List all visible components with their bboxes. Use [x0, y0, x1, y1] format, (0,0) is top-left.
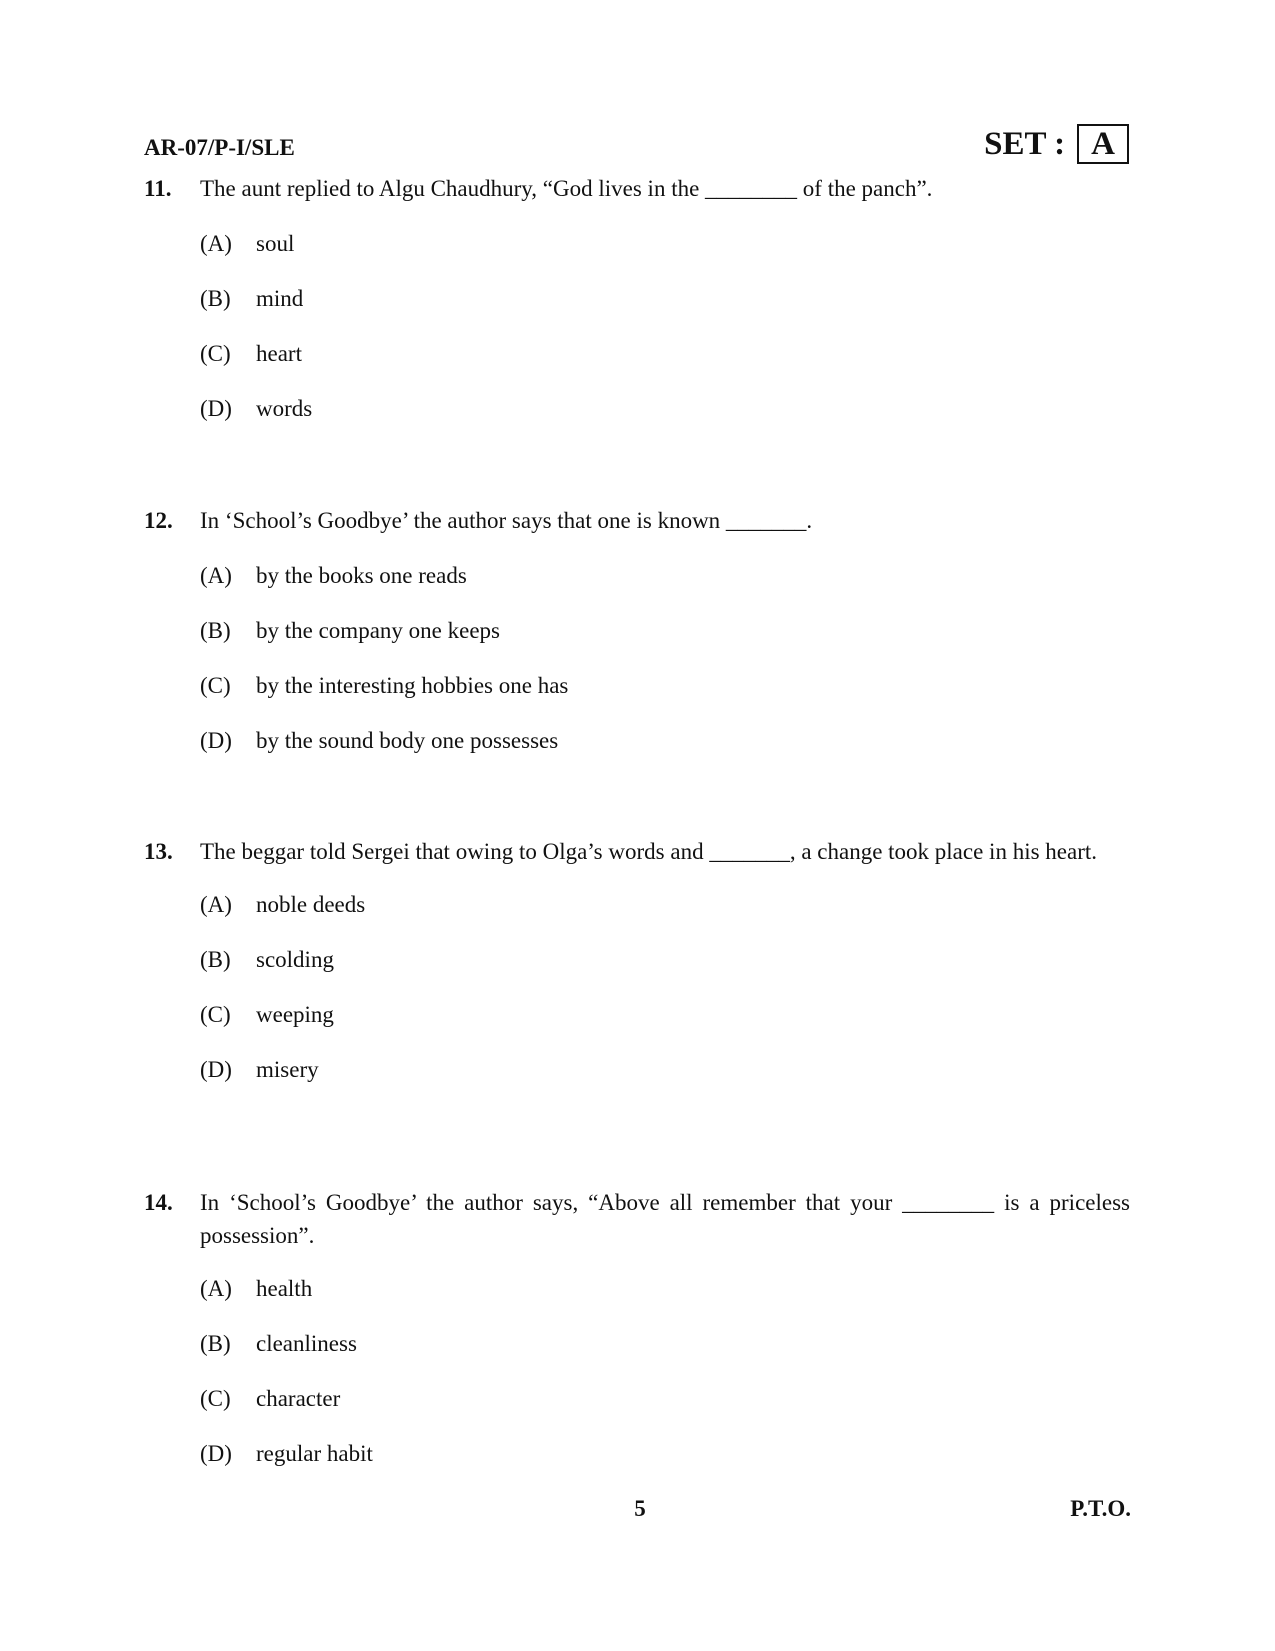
option-c — [200, 998, 1130, 1053]
question-text: In ‘School’s Goodbye’ the author says, “Above all remember that your ________ is a priceless possession”. — [200, 1190, 1130, 1248]
option-label: (B) — [200, 1331, 231, 1356]
option-text: character — [256, 1386, 341, 1411]
question-number: 12. — [144, 508, 173, 533]
option-b — [200, 282, 1130, 337]
option-c — [200, 669, 1130, 724]
option-label: (D) — [200, 1057, 232, 1082]
question-stem — [144, 1186, 1130, 1252]
option-list — [200, 1272, 1130, 1492]
option-text: health — [256, 1276, 313, 1301]
option-text: by the interesting hobbies one has — [256, 673, 569, 698]
option-label: (C) — [200, 673, 231, 698]
option-text: cleanliness — [256, 1331, 357, 1356]
pto-label: P.T.O. — [1070, 1496, 1131, 1521]
option-text: misery — [256, 1057, 319, 1082]
option-b — [200, 614, 1130, 669]
set-indicator — [984, 124, 1129, 164]
option-text: by the books one reads — [256, 563, 467, 588]
option-c — [200, 1382, 1130, 1437]
option-label: (D) — [200, 1441, 232, 1466]
paper-code: AR-07/P-I/SLE — [144, 135, 295, 160]
question-number: 11. — [144, 176, 172, 201]
option-label: (A) — [200, 892, 232, 917]
option-text: words — [256, 396, 313, 421]
option-c — [200, 337, 1130, 392]
option-label: (C) — [200, 1386, 231, 1411]
option-a — [200, 559, 1130, 614]
option-text: heart — [256, 341, 302, 366]
option-d — [200, 1437, 1130, 1492]
question-text: The beggar told Sergei that owing to Olga’s words and _______, a change took place in his heart. — [200, 839, 1097, 864]
option-d — [200, 1053, 1130, 1108]
question-text: The aunt replied to Algu Chaudhury, “God lives in the ________ of the panch”. — [200, 176, 933, 201]
set-value-box: A — [1077, 124, 1129, 164]
option-list — [200, 559, 1130, 779]
question-stem — [144, 504, 1130, 537]
option-label: (D) — [200, 728, 232, 753]
question-13 — [144, 835, 1130, 1108]
question-12 — [144, 504, 1130, 779]
option-text: mind — [256, 286, 304, 311]
option-text: noble deeds — [256, 892, 366, 917]
option-label: (B) — [200, 947, 231, 972]
option-text: soul — [256, 231, 295, 256]
page-number: 5 — [634, 1496, 646, 1521]
option-b — [200, 943, 1130, 998]
option-text: by the sound body one possesses — [256, 728, 559, 753]
question-text: In ‘School’s Goodbye’ the author says that one is known _______. — [200, 508, 813, 533]
option-label: (C) — [200, 1002, 231, 1027]
option-list — [200, 227, 1130, 447]
option-a — [200, 227, 1130, 282]
option-label: (B) — [200, 286, 231, 311]
option-label: (D) — [200, 396, 232, 421]
option-label: (C) — [200, 341, 231, 366]
option-list — [200, 888, 1130, 1108]
option-d — [200, 392, 1130, 447]
question-11 — [144, 172, 1130, 447]
question-stem — [144, 835, 1130, 868]
question-stem — [144, 172, 1130, 205]
option-text: regular habit — [256, 1441, 373, 1466]
option-label: (A) — [200, 1276, 232, 1301]
question-number: 13. — [144, 839, 173, 864]
option-d — [200, 724, 1130, 779]
set-label: SET : — [984, 126, 1066, 162]
option-label: (B) — [200, 618, 231, 643]
option-text: scolding — [256, 947, 334, 972]
option-b — [200, 1327, 1130, 1382]
option-a — [200, 888, 1130, 943]
question-14 — [144, 1186, 1130, 1492]
option-text: weeping — [256, 1002, 334, 1027]
question-number: 14. — [144, 1190, 173, 1215]
option-text: by the company one keeps — [256, 618, 500, 643]
option-label: (A) — [200, 563, 232, 588]
option-label: (A) — [200, 231, 232, 256]
option-a — [200, 1272, 1130, 1327]
